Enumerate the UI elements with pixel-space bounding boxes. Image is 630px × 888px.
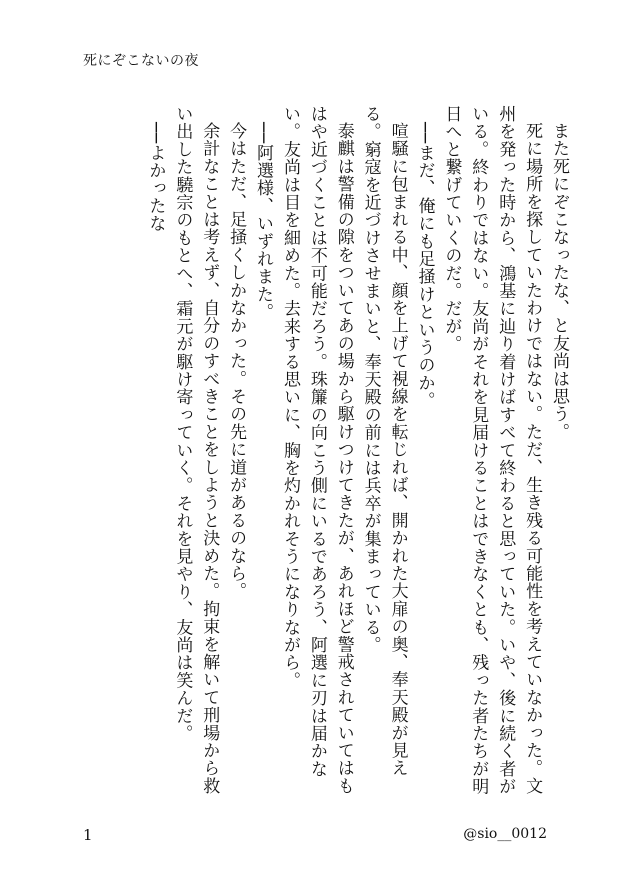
paragraph: ──まだ、俺にも足掻けというのか。	[414, 122, 435, 410]
paragraph: 死に場所を探していたわけではない。ただ、生き残る可能性を考えていなかった。文州を発った時から、鴻基に辿り着けばすべて終わると思っていた。いや、後に続く者がいる。終わりではない。友尚がそれを見届けることはできなくとも、残った者たちが明日へと繋げていくのだ。だが。	[441, 105, 543, 796]
paragraph: 喧騒に包まれる中、顔を上げて視線を転じれば、開かれた大扉の奥、奉天殿が見える。窮寇を近づけさせまいと、奉天殿の前には兵卒が集まっている。	[360, 105, 408, 777]
page-number: 1	[83, 826, 93, 844]
body-text	[57, 105, 572, 805]
paragraph: 泰麒は警備の隙をついてあの場から駆けつけてきたが、あれほど警戒されていてはもはや近づくことは不可能だろう。珠簾の向こう側にいるであろう、阿選に刃は届かない。友尚は目を細めた。去来する思いに、胸を灼かれそうになりながら。	[279, 105, 354, 795]
paragraph: 今はただ、足掻くしかなかった。その先に道があるのなら。	[226, 122, 247, 600]
paragraph: 余計なことは考えず、自分のすべきことをしようと決めた。拘束を解いて刑場から救い出した驍宗のもとへ、霜元が駆け寄っていく。それを見やり、友尚は笑んだ。	[172, 105, 220, 795]
author-handle: @sio__0012	[463, 826, 547, 842]
paragraph: また死にぞこなったな、と友尚は思う。	[549, 122, 569, 441]
paragraph: ──阿選様、いずれまた。	[253, 122, 274, 321]
paragraph: ──よかったな	[145, 122, 166, 233]
page-title: 死にぞこないの夜	[83, 53, 199, 69]
